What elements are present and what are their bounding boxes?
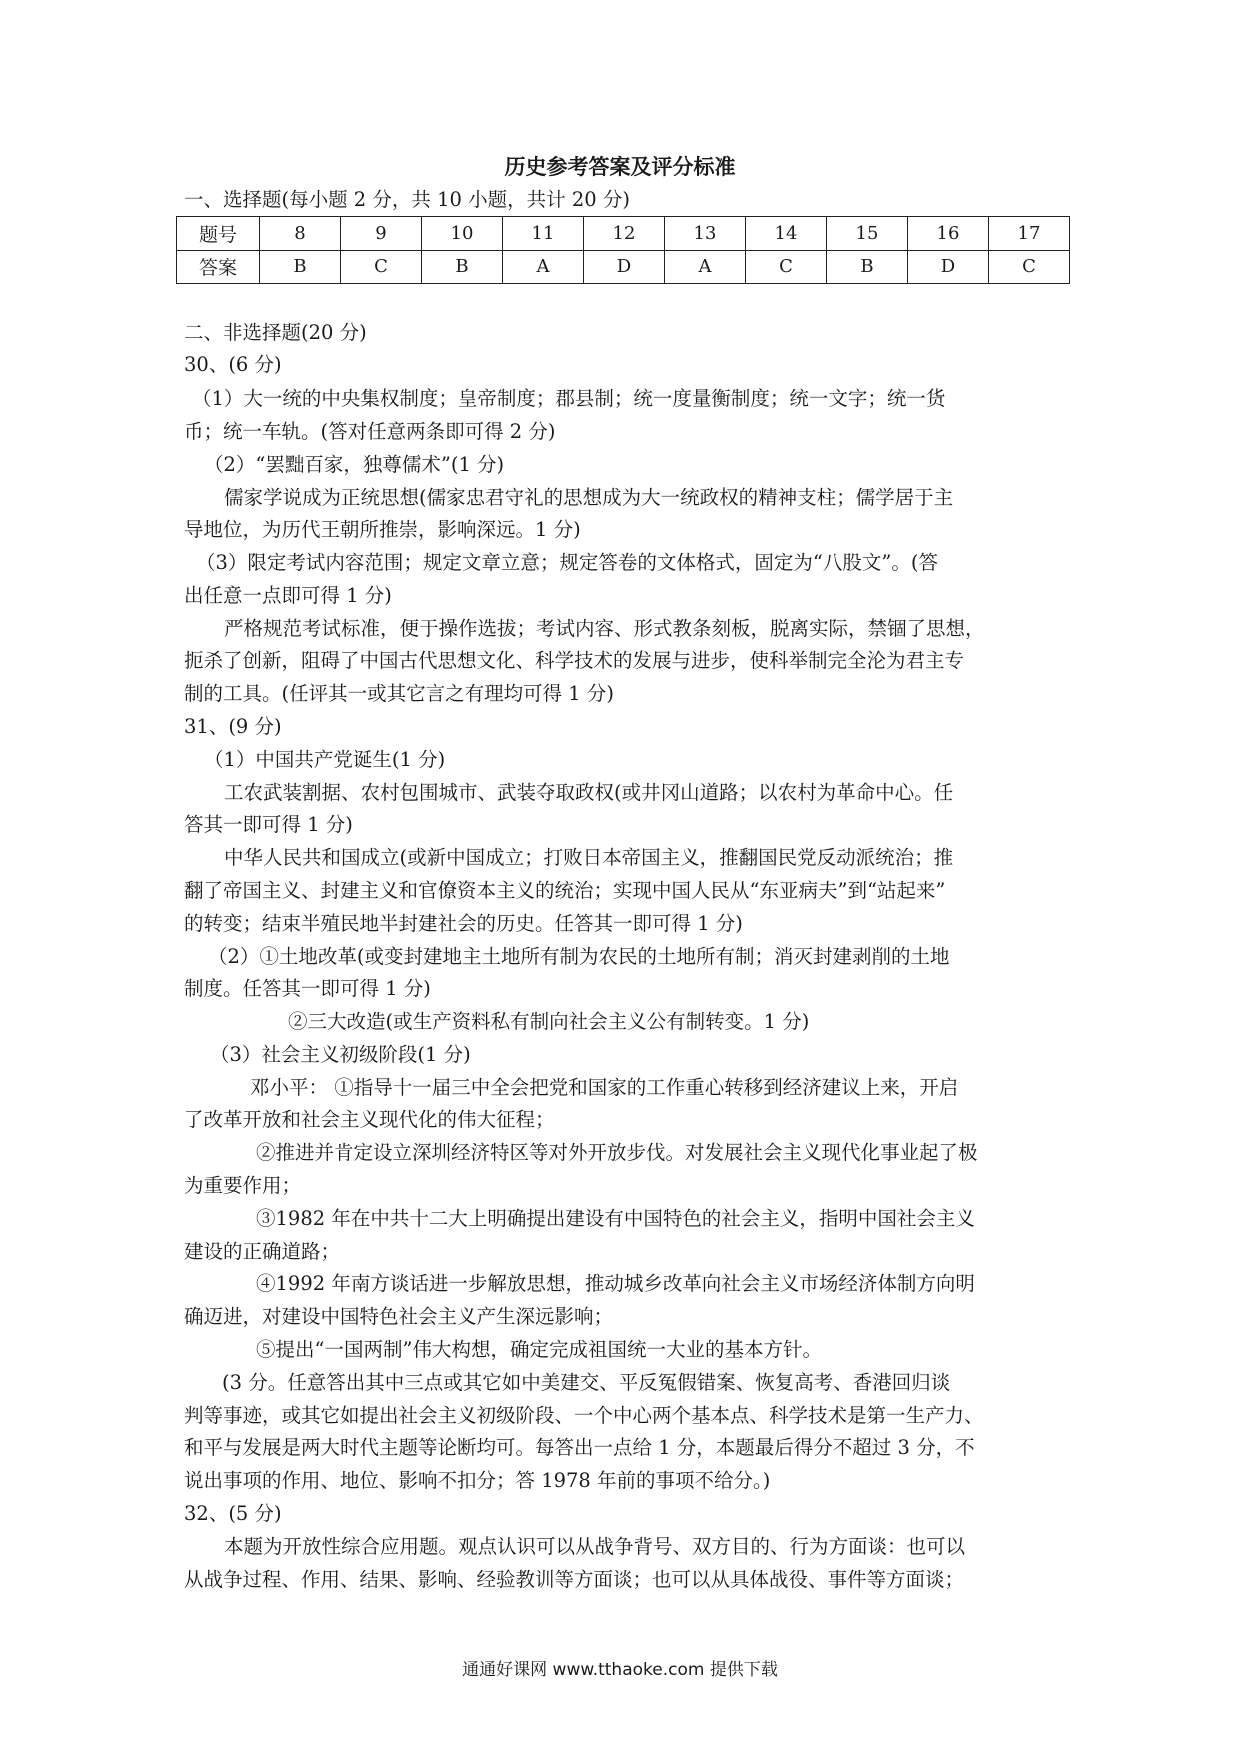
body-line: 严格规范考试标准，便于操作选拔；考试内容、形式教条刻板，脱离实际，禁锢了思想， [224, 617, 985, 640]
page-title: 历史参考答案及评分标准 [504, 154, 736, 179]
body-line: (3 分。任意答出其中三点或其它如中美建交、平反冤假错案、恢复高考、香港回归谈 [222, 1371, 951, 1394]
body-line: 制的工具。(任评其一或其它言之有理均可得 1 分) [184, 682, 615, 705]
answer-cell: B [827, 250, 908, 284]
question-number-cell: 10 [422, 217, 503, 251]
table-header-cell: 题号 [177, 217, 260, 251]
body-line: 说出事项的作用、地位、影响不扣分；答 1978 年前的事项不给分。) [184, 1469, 771, 1492]
question-number-cell: 16 [908, 217, 989, 251]
body-line: （2）①土地改革(或变封建地主土地所有制为农民的土地所有制；消灭封建剥削的土地 [208, 945, 950, 968]
answer-cell: C [341, 250, 422, 284]
body-line: 制度。任答其一即可得 1 分) [184, 977, 431, 1000]
section2-heading: 二、非选择题(20 分) [184, 321, 367, 344]
body-line: （3）限定考试内容范围；规定文章立意；规定答卷的文体格式，固定为“八股文”。(答 [196, 551, 938, 574]
answer-cell: B [260, 250, 341, 284]
answer-cell: B [422, 250, 503, 284]
table-header-cell: 答案 [177, 250, 260, 284]
answer-cell: A [665, 250, 746, 284]
body-line: 儒家学说成为正统思想(儒家忠君守礼的思想成为大一统政权的精神支柱；儒学居于主 [224, 486, 954, 509]
body-line: （1）中国共产党诞生(1 分) [204, 748, 446, 771]
body-line: 中华人民共和国成立(或新中国成立；打败日本帝国主义，推翻国民党反动派统治；推 [224, 846, 954, 869]
body-line: 的转变；结束半殖民地半封建社会的历史。任答其一即可得 1 分) [184, 912, 743, 935]
body-line: 出任意一点即可得 1 分) [184, 584, 392, 607]
body-line: 扼杀了创新，阻碍了中国古代思想文化、科学技术的发展与进步，使科举制完全沦为君主专 [184, 649, 965, 672]
body-line: 邓小平： ①指导十一届三中全会把党和国家的工作重心转移到经济建议上来，开启 [250, 1076, 959, 1099]
body-line: （3）社会主义初级阶段(1 分) [210, 1043, 471, 1066]
answer-cell: C [989, 250, 1070, 284]
footer-watermark: 通通好课网 www.tthaoke.com 提供下载 [462, 1660, 778, 1680]
body-line: 翻了帝国主义、封建主义和官僚资本主义的统治；实现中国人民从“东亚病夫”到“站起来” [184, 879, 946, 902]
answer-cell: C [746, 250, 827, 284]
question-heading: 30、(6 分) [184, 353, 282, 376]
body-line: ⑤提出“一国两制”伟大构想，确定完成祖国统一大业的基本方针。 [256, 1338, 822, 1361]
section1-heading: 一、选择题(每小题 2 分，共 10 小题，共计 20 分) [184, 188, 630, 211]
question-number-cell: 12 [584, 217, 665, 251]
body-line: 为重要作用； [184, 1174, 302, 1197]
question-number-cell: 11 [503, 217, 584, 251]
answer-cell: A [503, 250, 584, 284]
question-number-cell: 13 [665, 217, 746, 251]
body-line: 判等事迹，或其它如提出社会主义初级阶段、一个中心两个基本点、科学技术是第一生产力、 [184, 1404, 984, 1427]
body-line: （2）“罢黜百家，独尊儒术”(1 分) [204, 453, 505, 476]
body-line: 工农武装割据、农村包围城市、武装夺取政权(或井冈山道路；以农村为革命中心。任 [224, 781, 954, 804]
question-heading: 32、(5 分) [184, 1502, 282, 1525]
body-line: 导地位，为历代王朝所推崇，影响深远。1 分) [184, 518, 581, 541]
body-line: 本题为开放性综合应用题。观点认识可以从战争背号、双方目的、行为方面谈：也可以 [224, 1535, 966, 1558]
question-number-cell: 17 [989, 217, 1070, 251]
body-line: 从战争过程、作用、结果、影响、经验教训等方面谈；也可以从具体战役、事件等方面谈； [184, 1568, 965, 1591]
question-number-cell: 9 [341, 217, 422, 251]
question-number-cell: 8 [260, 217, 341, 251]
body-line: ②推进并肯定设立深圳经济特区等对外开放步伐。对发展社会主义现代化事业起了极 [256, 1141, 978, 1164]
body-line: 和平与发展是两大时代主题等论断均可。每答出一点给 1 分，本题最后得分不超过 3 分，不 [184, 1436, 975, 1459]
body-line: 确迈进，对建设中国特色社会主义产生深远影响； [184, 1305, 614, 1328]
body-line: 答其一即可得 1 分) [184, 813, 353, 836]
body-line: 了改革开放和社会主义现代化的伟大征程； [184, 1108, 555, 1131]
body-line: 币；统一车轨。(答对任意两条即可得 2 分) [184, 420, 556, 443]
question-heading: 31、(9 分) [184, 715, 282, 738]
table-row-answers [177, 250, 1070, 284]
body-line: ③1982 年在中共十二大上明确提出建设有中国特色的社会主义，指明中国社会主义 [256, 1207, 975, 1230]
answer-cell: D [584, 250, 665, 284]
question-number-cell: 14 [746, 217, 827, 251]
table-row-numbers [177, 217, 1070, 251]
answer-table [176, 216, 1070, 284]
body-line: ②三大改造(或生产资料私有制向社会主义公有制转变。1 分) [288, 1010, 810, 1033]
answer-cell: D [908, 250, 989, 284]
body-line: 建设的正确道路； [184, 1240, 341, 1263]
body-line: ④1992 年南方谈话进一步解放思想，推动城乡改革向社会主义市场经济体制方向明 [256, 1272, 975, 1295]
body-line: （1）大一统的中央集权制度；皇帝制度；郡县制；统一度量衡制度；统一文字；统一货 [192, 387, 946, 410]
question-number-cell: 15 [827, 217, 908, 251]
